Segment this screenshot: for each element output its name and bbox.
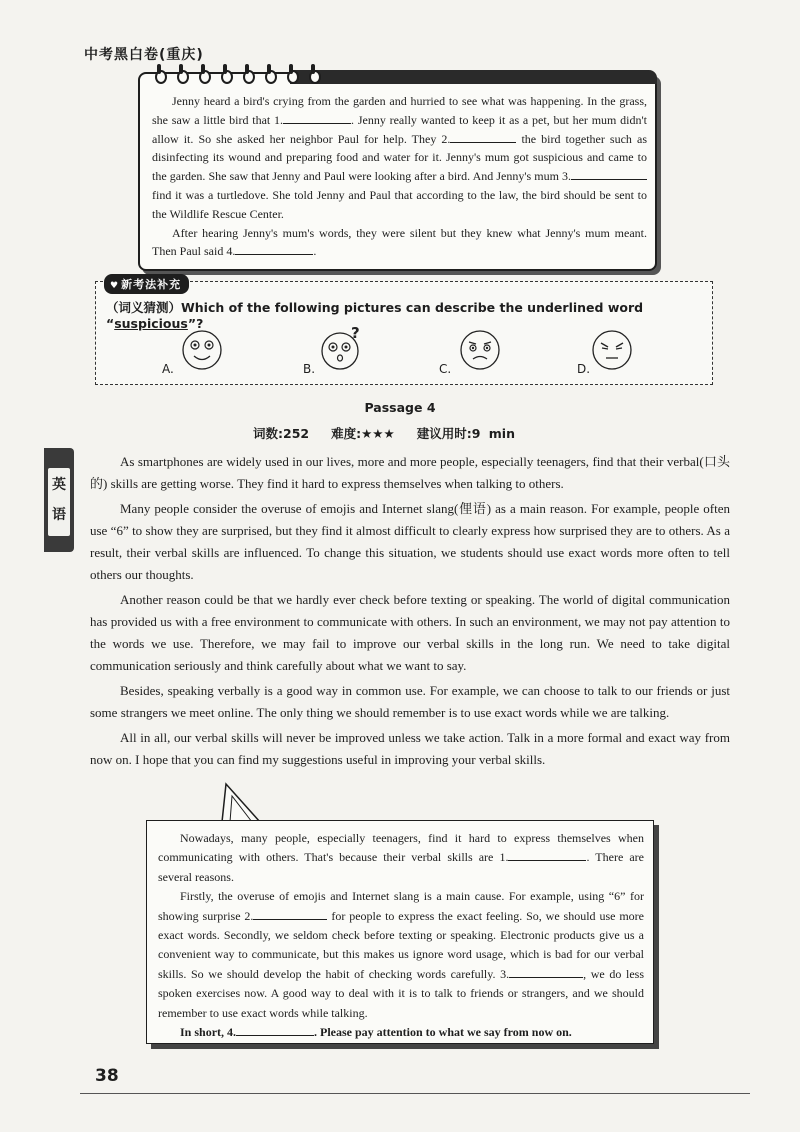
summary-box bbox=[146, 820, 654, 1044]
ring-icon bbox=[196, 64, 210, 86]
article-paragraph: All in all, our verbal skills will never be improved unless we take action. Talk in a more formal and exact way from now on. I hope that you can find my suggestions useful in improving your verbal skills. bbox=[90, 730, 730, 767]
summary-paragraph: Nowadays, many people, especially teenagers, find it hard to express themselves when communicating with others. That's because their verbal skills are 1. . There are several reasons. bbox=[158, 831, 644, 884]
option-d-label[interactable]: D. bbox=[577, 362, 591, 376]
ring-icon bbox=[218, 64, 232, 86]
puzzled-face-icon[interactable] bbox=[320, 326, 364, 372]
notebook-paragraph: Jenny heard a bird's crying from the garden and hurried to see what was happening. In the grass, she saw a little bird that 1. . Jenny really wanted to keep it as a pet, but her mum didn't allow it. So she asked her neighbor Paul for help. They 2. the bird together such as disinfecting its wound and preparing food and water for it. Jenny's mum got suspicious and came to the garden. She saw that Jenny and Paul were looking after a bird. And Jenny's mum 3. find it was a turtledove. She told Jenny and Paul that according to the law, the bird should be sent to the Wildlife Rescue Center. bbox=[152, 94, 647, 221]
difficulty-rating: 难度:★★★ bbox=[331, 426, 395, 441]
running-header: 中考黑白卷(重庆) bbox=[84, 47, 204, 63]
happy-face-icon[interactable] bbox=[180, 326, 224, 372]
notebook-text bbox=[152, 92, 647, 261]
blank-4[interactable] bbox=[235, 242, 313, 255]
ring-icon bbox=[306, 64, 320, 86]
heart-icon: ♥ bbox=[110, 281, 120, 291]
option-b-label[interactable]: B. bbox=[303, 362, 316, 376]
sad-face-icon[interactable] bbox=[458, 326, 502, 372]
page-number: 38 bbox=[95, 1066, 119, 1086]
new-question-box bbox=[95, 278, 713, 385]
section-tag: ♥ 新考法补充 bbox=[104, 274, 189, 294]
suggested-time: 建议用时:9 min bbox=[416, 426, 515, 441]
angry-face-icon[interactable] bbox=[590, 326, 634, 372]
article-paragraph: Another reason could be that we hardly ever check before texting or speaking. The world of digital communication has provided us with a free environment to communicate with others. In such an environment, we may not pay attention to the words we use. Therefore, we may fail to improve our verbal skills in the long run. We need to take digital communication seriously and think carefully about what we want to say. bbox=[90, 592, 730, 673]
summary-paragraph: Firstly, the overuse of emojis and Internet slang is a main cause. For example, using “6” for showing surprise 2. for people to express the exact feeling. So, we should use more exact words. Secondly, we seldom check before texting or speaking. Electronic products give us a convenient way to communicate, but this makes us ignore word usage, which is bad for our verbal skills. So we should develop the habit of checking words carefully. 3. , we do less spoken exercises now. A good way to deal with it is to talk to friends or strangers, and we should remember to use exact words while talking. bbox=[158, 889, 644, 1020]
blank-3[interactable] bbox=[571, 167, 647, 180]
blank-2[interactable] bbox=[450, 130, 516, 143]
ring-icon bbox=[284, 64, 298, 86]
ring-icon bbox=[174, 64, 188, 86]
subject-tab-label: 英 语 bbox=[48, 468, 70, 536]
ring-icon bbox=[262, 64, 276, 86]
summary-paragraph: In short, 4. . Please pay attention to what we say from now on. bbox=[180, 1025, 572, 1040]
ring-icon bbox=[152, 64, 166, 86]
reading-article bbox=[90, 451, 730, 774]
blank-1[interactable] bbox=[283, 111, 351, 124]
option-c-label[interactable]: C. bbox=[439, 362, 452, 376]
notebook-passage-box bbox=[138, 72, 657, 271]
passage-meta bbox=[253, 424, 537, 442]
article-paragraph: Many people consider the overuse of emojis and Internet slang(俚语) as a main reason. For example, people often use “6” to show they are surprised, but they find it almost difficult to clearly express how surprised they are to others. As a result, their verbal skills are influenced. To change this situation, we students should use exact words more often to tell others our thoughts. bbox=[90, 501, 730, 582]
ring-icon bbox=[240, 64, 254, 86]
summary-blank-4[interactable] bbox=[236, 1023, 314, 1036]
article-paragraph: Besides, speaking verbally is a good way in common use. For example, we can choose to talk to our friends or just some strangers we meet online. The only thing we should remember is to use exact words while we are talking. bbox=[90, 683, 730, 720]
svg-text:?: ? bbox=[351, 326, 360, 342]
notebook-top-bar bbox=[290, 70, 657, 84]
word-count: 词数:252 bbox=[253, 426, 310, 441]
callout-pointer-icon bbox=[218, 782, 278, 824]
passage-title: Passage 4 bbox=[364, 400, 436, 415]
vocab-question: （词义猜测）Which of the following pictures can describe the underlined word “suspicious”? bbox=[106, 300, 644, 331]
underlined-keyword: suspicious bbox=[114, 316, 188, 331]
notebook-paragraph: After hearing Jenny's mum's words, they were silent but they knew what Jenny's mum meant. Then Paul said 4. . bbox=[152, 225, 647, 259]
summary-blank-2[interactable] bbox=[253, 907, 327, 920]
summary-blank-3[interactable] bbox=[509, 965, 583, 978]
summary-text bbox=[158, 829, 644, 1042]
article-paragraph: As smartphones are widely used in our lives, more and more people, especially teenagers, find that their verbal(口头的) skills are getting worse. They find it hard to express themselves when talking to others. bbox=[90, 454, 730, 491]
option-a-label[interactable]: A. bbox=[162, 362, 174, 376]
summary-blank-1[interactable] bbox=[508, 848, 586, 861]
footer-rule bbox=[80, 1093, 750, 1094]
subject-side-tab bbox=[44, 448, 74, 552]
